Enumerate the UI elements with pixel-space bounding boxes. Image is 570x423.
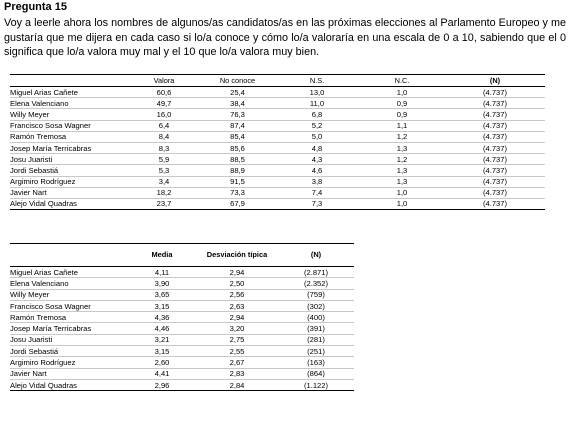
value-cell: 88,5	[200, 154, 275, 165]
value-cell: (4.737)	[445, 142, 545, 153]
value-cell: 2,83	[196, 368, 278, 379]
value-cell: (391)	[278, 323, 354, 334]
value-cell: (4.737)	[445, 109, 545, 120]
value-cell: (251)	[278, 346, 354, 357]
header-ns: N.S.	[275, 75, 359, 87]
value-cell: 13,0	[275, 87, 359, 98]
candidate-name-cell: Josu Juaristi	[10, 154, 128, 165]
value-cell: 6,4	[128, 120, 200, 131]
value-cell: 4,11	[128, 267, 196, 278]
header-n: (N)	[278, 244, 354, 267]
value-cell: 0,9	[359, 109, 445, 120]
value-cell: (4.737)	[445, 154, 545, 165]
value-cell: (2.871)	[278, 267, 354, 278]
value-cell: 2,55	[196, 346, 278, 357]
value-cell: (281)	[278, 334, 354, 345]
candidate-name-cell: Javier Nart	[10, 368, 128, 379]
value-cell: 2,84	[196, 379, 278, 390]
value-cell: (400)	[278, 312, 354, 323]
candidate-name-cell: Argimiro Rodríguez	[10, 357, 128, 368]
value-cell: 3,4	[128, 176, 200, 187]
value-cell: 76,3	[200, 109, 275, 120]
candidate-name-cell: Josu Juaristi	[10, 334, 128, 345]
value-cell: (1.122)	[278, 379, 354, 390]
value-cell: 1,2	[359, 131, 445, 142]
value-cell: 60,6	[128, 87, 200, 98]
value-cell: 18,2	[128, 187, 200, 198]
value-cell: (864)	[278, 368, 354, 379]
value-cell: 5,3	[128, 165, 200, 176]
table-row	[10, 131, 545, 142]
value-cell: 1,2	[359, 154, 445, 165]
value-cell: 4,8	[275, 142, 359, 153]
value-cell: 2,60	[128, 357, 196, 368]
value-cell: 1,0	[359, 198, 445, 209]
value-cell: (759)	[278, 289, 354, 300]
value-cell: (2.352)	[278, 278, 354, 289]
value-cell: 3,15	[128, 346, 196, 357]
value-cell: 3,20	[196, 323, 278, 334]
value-cell: 38,4	[200, 98, 275, 109]
value-cell: 5,2	[275, 120, 359, 131]
value-cell: 11,0	[275, 98, 359, 109]
table-row	[10, 176, 545, 187]
header-valora: Valora	[128, 75, 200, 87]
table-row	[10, 289, 354, 300]
value-cell: 5,0	[275, 131, 359, 142]
value-cell: 1,1	[359, 120, 445, 131]
table-row	[10, 165, 545, 176]
table-row	[10, 267, 354, 278]
value-cell: (4.737)	[445, 198, 545, 209]
value-cell: (4.737)	[445, 87, 545, 98]
value-cell: 91,5	[200, 176, 275, 187]
table-row	[10, 87, 545, 98]
candidate-name-cell: Ramón Tremosa	[10, 312, 128, 323]
candidate-name-cell: Argimiro Rodríguez	[10, 176, 128, 187]
value-cell: 7,3	[275, 198, 359, 209]
value-cell: 5,9	[128, 154, 200, 165]
table-row	[10, 154, 545, 165]
table-row	[10, 142, 545, 153]
value-cell: 2,67	[196, 357, 278, 368]
value-cell: (163)	[278, 357, 354, 368]
candidate-name-cell: Alejo Vidal Quadras	[10, 379, 128, 390]
value-cell: 7,4	[275, 187, 359, 198]
candidate-name-cell: Ramón Tremosa	[10, 131, 128, 142]
value-cell: 1,0	[359, 87, 445, 98]
candidate-name-cell: Jordi Sebastiá	[10, 165, 128, 176]
value-cell: 3,90	[128, 278, 196, 289]
value-cell: 67,9	[200, 198, 275, 209]
value-cell: 4,6	[275, 165, 359, 176]
value-cell: 16,0	[128, 109, 200, 120]
table-row	[10, 334, 354, 345]
table-row	[10, 368, 354, 379]
candidate-name-cell: Francisco Sosa Wagner	[10, 120, 128, 131]
value-cell: 4,36	[128, 312, 196, 323]
table-row	[10, 379, 354, 390]
header-candidate	[10, 75, 128, 87]
table-row	[10, 198, 545, 209]
candidate-name-cell: Willy Meyer	[10, 289, 128, 300]
value-cell: 85,6	[200, 142, 275, 153]
header-media: Media	[128, 244, 196, 267]
question-title: Pregunta 15	[4, 1, 67, 13]
table-row	[10, 187, 545, 198]
value-cell: 0,9	[359, 98, 445, 109]
table-row	[10, 120, 545, 131]
value-cell: 2,56	[196, 289, 278, 300]
value-cell: 2,94	[196, 312, 278, 323]
value-cell: (4.737)	[445, 165, 545, 176]
value-cell: 1,3	[359, 142, 445, 153]
value-cell: 73,3	[200, 187, 275, 198]
value-cell: 2,63	[196, 300, 278, 311]
header-candidate	[10, 244, 128, 267]
value-cell: 3,8	[275, 176, 359, 187]
header-nc: N.C.	[359, 75, 445, 87]
candidate-name-cell: Miguel Arias Cañete	[10, 267, 128, 278]
awareness-table	[10, 74, 545, 210]
table-row	[10, 300, 354, 311]
value-cell: 8,3	[128, 142, 200, 153]
value-cell: 2,75	[196, 334, 278, 345]
table-row	[10, 109, 545, 120]
value-cell: 3,21	[128, 334, 196, 345]
rating-table	[10, 243, 354, 391]
value-cell: 87,4	[200, 120, 275, 131]
candidate-name-cell: Miguel Arias Cañete	[10, 87, 128, 98]
value-cell: 85,4	[200, 131, 275, 142]
value-cell: 1,0	[359, 187, 445, 198]
candidate-name-cell: Josep María Terricabras	[10, 323, 128, 334]
value-cell: 25,4	[200, 87, 275, 98]
candidate-name-cell: Javier Nart	[10, 187, 128, 198]
value-cell: 4,3	[275, 154, 359, 165]
value-cell: 3,65	[128, 289, 196, 300]
header-no-conoce: No conoce	[200, 75, 275, 87]
value-cell: 23,7	[128, 198, 200, 209]
value-cell: 6,8	[275, 109, 359, 120]
table-header-row	[10, 244, 354, 267]
value-cell: 3,15	[128, 300, 196, 311]
table-row	[10, 278, 354, 289]
table-header-row	[10, 75, 545, 87]
value-cell: 1,3	[359, 176, 445, 187]
value-cell: 2,96	[128, 379, 196, 390]
value-cell: (302)	[278, 300, 354, 311]
header-desviacion: Desviación típica	[196, 244, 278, 267]
value-cell: 1,3	[359, 165, 445, 176]
value-cell: 4,41	[128, 368, 196, 379]
value-cell: (4.737)	[445, 120, 545, 131]
value-cell: 88,9	[200, 165, 275, 176]
value-cell: (4.737)	[445, 187, 545, 198]
value-cell: (4.737)	[445, 176, 545, 187]
value-cell: 2,50	[196, 278, 278, 289]
table-row	[10, 312, 354, 323]
table-row	[10, 346, 354, 357]
table-row	[10, 357, 354, 368]
candidate-name-cell: Francisco Sosa Wagner	[10, 300, 128, 311]
value-cell: (4.737)	[445, 131, 545, 142]
candidate-name-cell: Jordi Sebastiá	[10, 346, 128, 357]
value-cell: 49,7	[128, 98, 200, 109]
candidate-name-cell: Elena Valenciano	[10, 278, 128, 289]
value-cell: 2,94	[196, 267, 278, 278]
candidate-name-cell: Willy Meyer	[10, 109, 128, 120]
header-n: (N)	[445, 75, 545, 87]
candidate-name-cell: Josep María Terricabras	[10, 142, 128, 153]
question-text: Voy a leerle ahora los nombres de algunos/as candidatos/as en las próximas elecciones al Parlamento Europeo y me gustaría que me dijera en cada caso si lo/a conoce y cómo lo/a valoraría en una escala de 0 a 10, sabiendo que el 0 significa que lo/a valora muy mal y el 10 que lo/a valora muy bien.	[4, 17, 566, 59]
candidate-name-cell: Alejo Vidal Quadras	[10, 198, 128, 209]
table-row	[10, 98, 545, 109]
candidate-name-cell: Elena Valenciano	[10, 98, 128, 109]
table-row	[10, 323, 354, 334]
value-cell: 4,46	[128, 323, 196, 334]
value-cell: 8,4	[128, 131, 200, 142]
value-cell: (4.737)	[445, 98, 545, 109]
